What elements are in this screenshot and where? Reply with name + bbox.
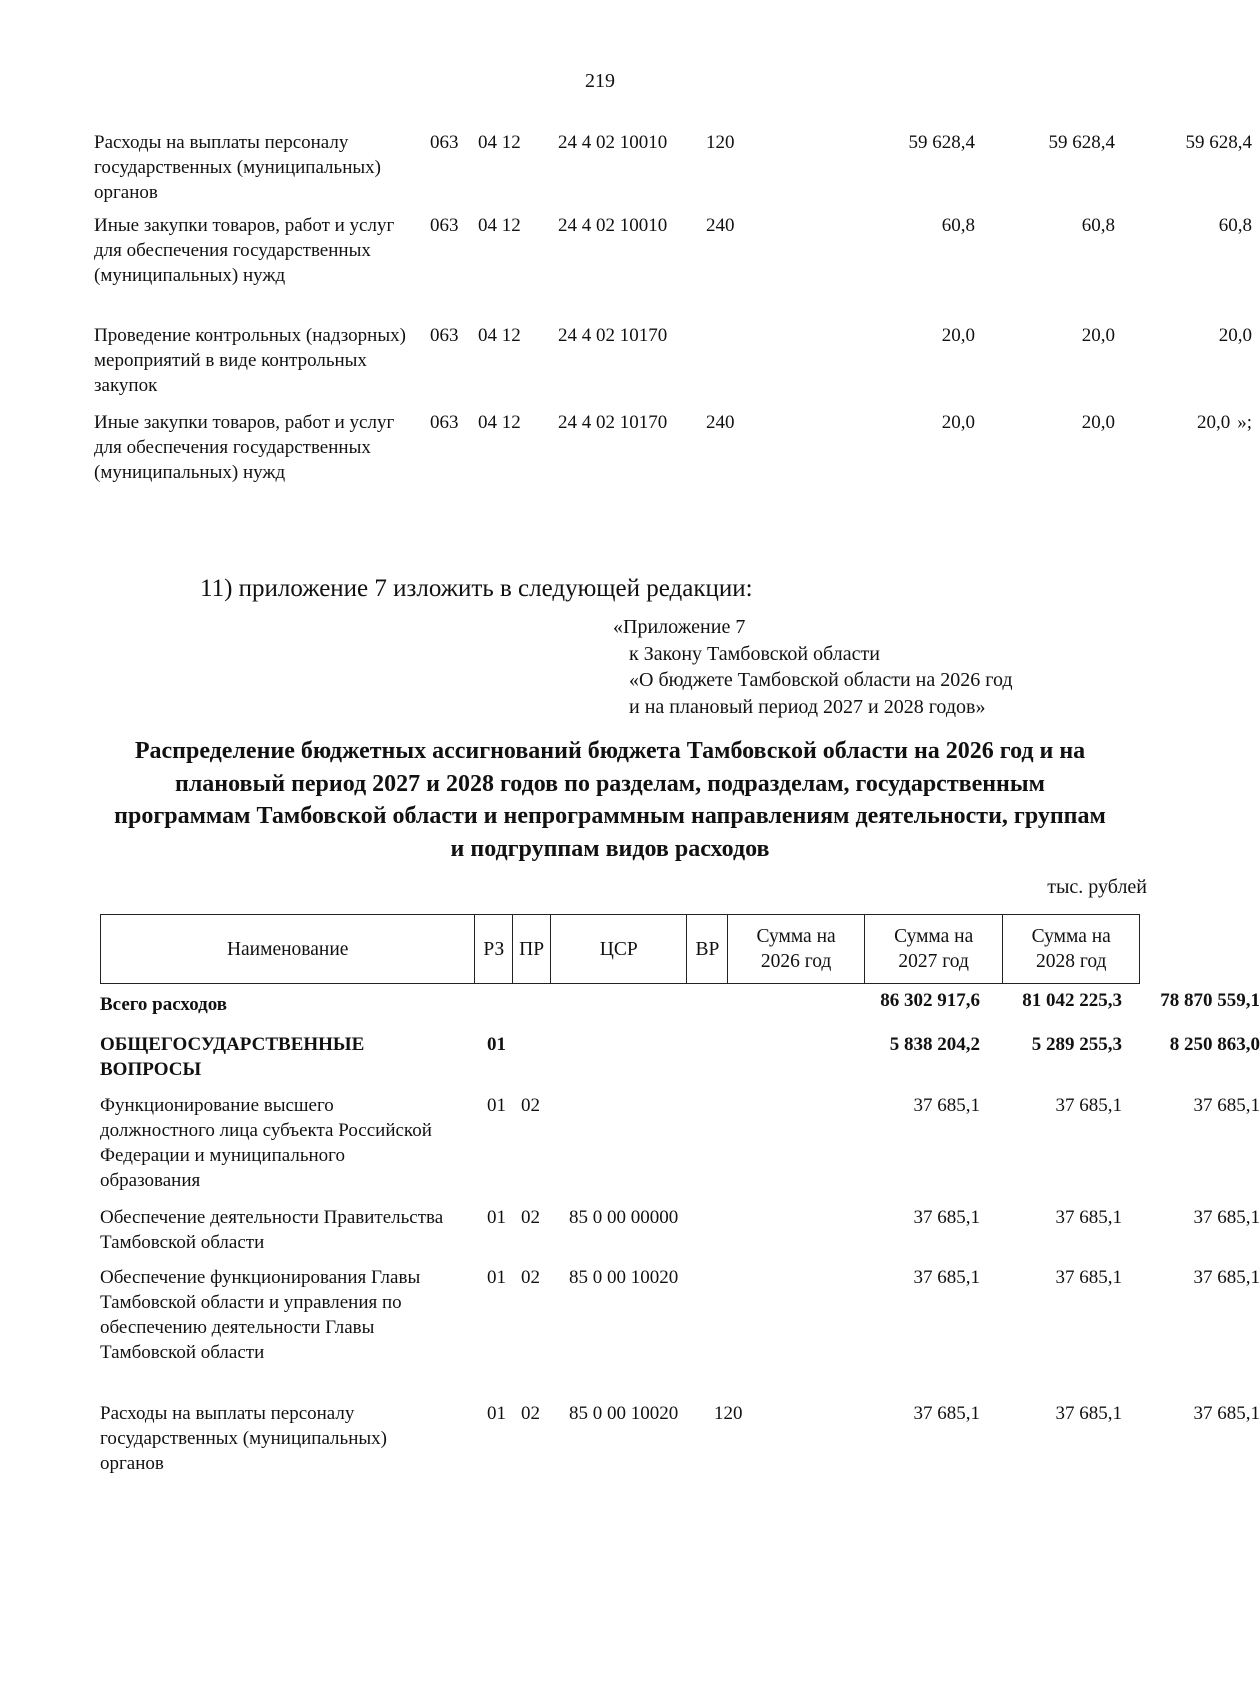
row-sum-2028: 37 685,1 <box>1193 1095 1260 1116</box>
row-name: ОБЩЕГОСУДАРСТВЕННЫЕ ВОПРОСЫ <box>100 1034 365 1080</box>
continuation-table <box>94 130 1252 520</box>
row-sum-2027: 20,0 <box>1081 325 1115 346</box>
row-rz: 063 <box>430 325 459 346</box>
header-sum-2027: Сумма на 2027 год <box>865 915 1004 983</box>
row-rz: 01 <box>487 1095 506 1116</box>
table-row <box>94 410 1252 520</box>
row-name: Иные закупки товаров, работ и услуг для обеспечения государственных (муниципальных) нужд <box>94 215 395 286</box>
row-csr: 24 4 02 10170 <box>558 412 668 433</box>
row-rz: 01 <box>487 1207 506 1228</box>
header-vr: ВР <box>687 915 728 983</box>
row-sum-2026: 86 302 917,6 <box>880 990 980 1011</box>
row-vr: 240 <box>706 412 735 433</box>
annex-heading <box>613 614 1013 720</box>
row-csr: 85 0 00 00000 <box>569 1207 679 1228</box>
row-pr: 04 12 <box>478 412 521 433</box>
row-sum-2027: 37 685,1 <box>1055 1095 1122 1116</box>
header-rz: РЗ <box>475 915 513 983</box>
row-csr: 24 4 02 10010 <box>558 132 668 153</box>
row-vr: 120 <box>706 132 735 153</box>
row-name: Обеспечение деятельности Правительства Тамбовской области <box>100 1207 444 1253</box>
page-number: 219 <box>585 70 615 92</box>
row-sum-2026: 20,0 <box>941 412 975 433</box>
row-pr: 02 <box>521 1207 540 1228</box>
annex-line: «О бюджете Тамбовской области на 2026 год <box>629 669 1013 691</box>
row-sum-2027: 20,0 <box>1081 412 1115 433</box>
header-csr: ЦСР <box>551 915 687 983</box>
row-sum-2028: 60,8 <box>1218 215 1252 236</box>
row-pr: 04 12 <box>478 215 521 236</box>
row-rz: 063 <box>430 215 459 236</box>
row-rz: 01 <box>487 1267 506 1288</box>
header-sum-2026: Сумма на 2026 год <box>728 915 865 983</box>
row-sum-2027: 37 685,1 <box>1055 1207 1122 1228</box>
row-pr: 02 <box>521 1403 540 1424</box>
row-csr: 85 0 00 10020 <box>569 1267 679 1288</box>
row-name: Иные закупки товаров, работ и услуг для обеспечения государственных (муниципальных) нужд <box>94 412 395 483</box>
row-sum-2028: 78 870 559,1 <box>1160 990 1260 1011</box>
row-csr: 24 4 02 10010 <box>558 215 668 236</box>
row-sum-2027: 60,8 <box>1081 215 1115 236</box>
row-vr: 240 <box>706 215 735 236</box>
row-sum-2028: 59 628,4 <box>1185 132 1252 153</box>
row-sum-2027: 37 685,1 <box>1055 1267 1122 1288</box>
table-row <box>100 988 1260 1032</box>
row-pr: 04 12 <box>478 325 521 346</box>
table-row <box>94 213 1252 323</box>
row-sum-2026: 37 685,1 <box>913 1207 980 1228</box>
table-row <box>100 1401 1260 1486</box>
row-csr: 24 4 02 10170 <box>558 325 668 346</box>
row-sum-2026: 20,0 <box>941 325 975 346</box>
row-name: Проведение контрольных (надзорных) мероприятий в виде контрольных закупок <box>94 325 406 396</box>
row-csr: 85 0 00 10020 <box>569 1403 679 1424</box>
row-sum-2027: 37 685,1 <box>1055 1403 1122 1424</box>
table-header <box>100 914 1140 984</box>
table-row <box>100 1205 1260 1265</box>
row-rz: 01 <box>487 1403 506 1424</box>
table-row <box>100 1032 1260 1093</box>
row-sum-2026: 37 685,1 <box>913 1095 980 1116</box>
table-row <box>100 1093 1260 1205</box>
row-rz: 01 <box>487 1034 506 1055</box>
row-sum-2026: 37 685,1 <box>913 1403 980 1424</box>
annex-line: и на плановый период 2027 и 2028 годов» <box>629 695 986 718</box>
row-pr: 02 <box>521 1095 540 1116</box>
row-sum-2028: 20,0 <box>1218 325 1252 346</box>
table-row <box>94 130 1252 213</box>
row-sum-2028: 37 685,1 <box>1193 1403 1260 1424</box>
annex-line: «Приложение 7 <box>613 616 746 638</box>
header-pr: ПР <box>513 915 551 983</box>
row-name: Всего расходов <box>100 994 228 1015</box>
row-sum-2027: 81 042 225,3 <box>1022 990 1122 1011</box>
table-row <box>94 323 1252 410</box>
document-title: Распределение бюджетных ассигнований бюджета Тамбовской области на 2026 год и на плановый период 2027 и 2028 годов по разделам, подразделам, государственным программам Тамбовской области и непрограммным направлениям деятельности, группам и подгруппам видов расходов <box>114 738 1106 862</box>
row-sum-2028 <box>1197 410 1252 435</box>
amendment-item: 11) приложение 7 изложить в следующей редакции: <box>200 575 753 602</box>
row-sum-2028: 8 250 863,0 <box>1169 1034 1260 1055</box>
row-rz: 063 <box>430 412 459 433</box>
row-sum-2027: 59 628,4 <box>1048 132 1115 153</box>
row-sum-2028-value: 20,0 <box>1196 412 1231 433</box>
row-name: Обеспечение функционирования Главы Тамбовской области и управления по обеспечению деятельности Главы Тамбовской области <box>100 1267 421 1363</box>
row-sum-2026: 37 685,1 <box>913 1267 980 1288</box>
row-sum-2026: 59 628,4 <box>908 132 975 153</box>
row-name: Расходы на выплаты персоналу государственных (муниципальных) органов <box>94 132 381 203</box>
row-sum-2028: 37 685,1 <box>1193 1267 1260 1288</box>
row-rz: 063 <box>430 132 459 153</box>
header-sum-2028: Сумма на 2028 год <box>1031 926 1111 972</box>
row-name: Расходы на выплаты персоналу государственных (муниципальных) органов <box>100 1403 387 1474</box>
budget-table <box>100 988 1260 1486</box>
header-name: Наименование <box>101 915 475 983</box>
row-name: Функционирование высшего должностного лица субъекта Российской Федерации и муниципального образования <box>100 1095 432 1191</box>
table-row <box>100 1265 1260 1401</box>
row-vr: 120 <box>714 1403 743 1424</box>
row-sum-2028: 37 685,1 <box>1193 1207 1260 1228</box>
row-pr: 04 12 <box>478 132 521 153</box>
row-sum-2026: 60,8 <box>941 215 975 236</box>
annex-line: к Закону Тамбовской области <box>629 642 880 665</box>
units-label: тыс. рублей <box>1047 876 1147 898</box>
row-sum-2026: 5 838 204,2 <box>889 1034 980 1055</box>
row-pr: 02 <box>521 1267 540 1288</box>
row-sum-2027: 5 289 255,3 <box>1031 1034 1122 1055</box>
closing-quote: »; <box>1237 412 1252 433</box>
